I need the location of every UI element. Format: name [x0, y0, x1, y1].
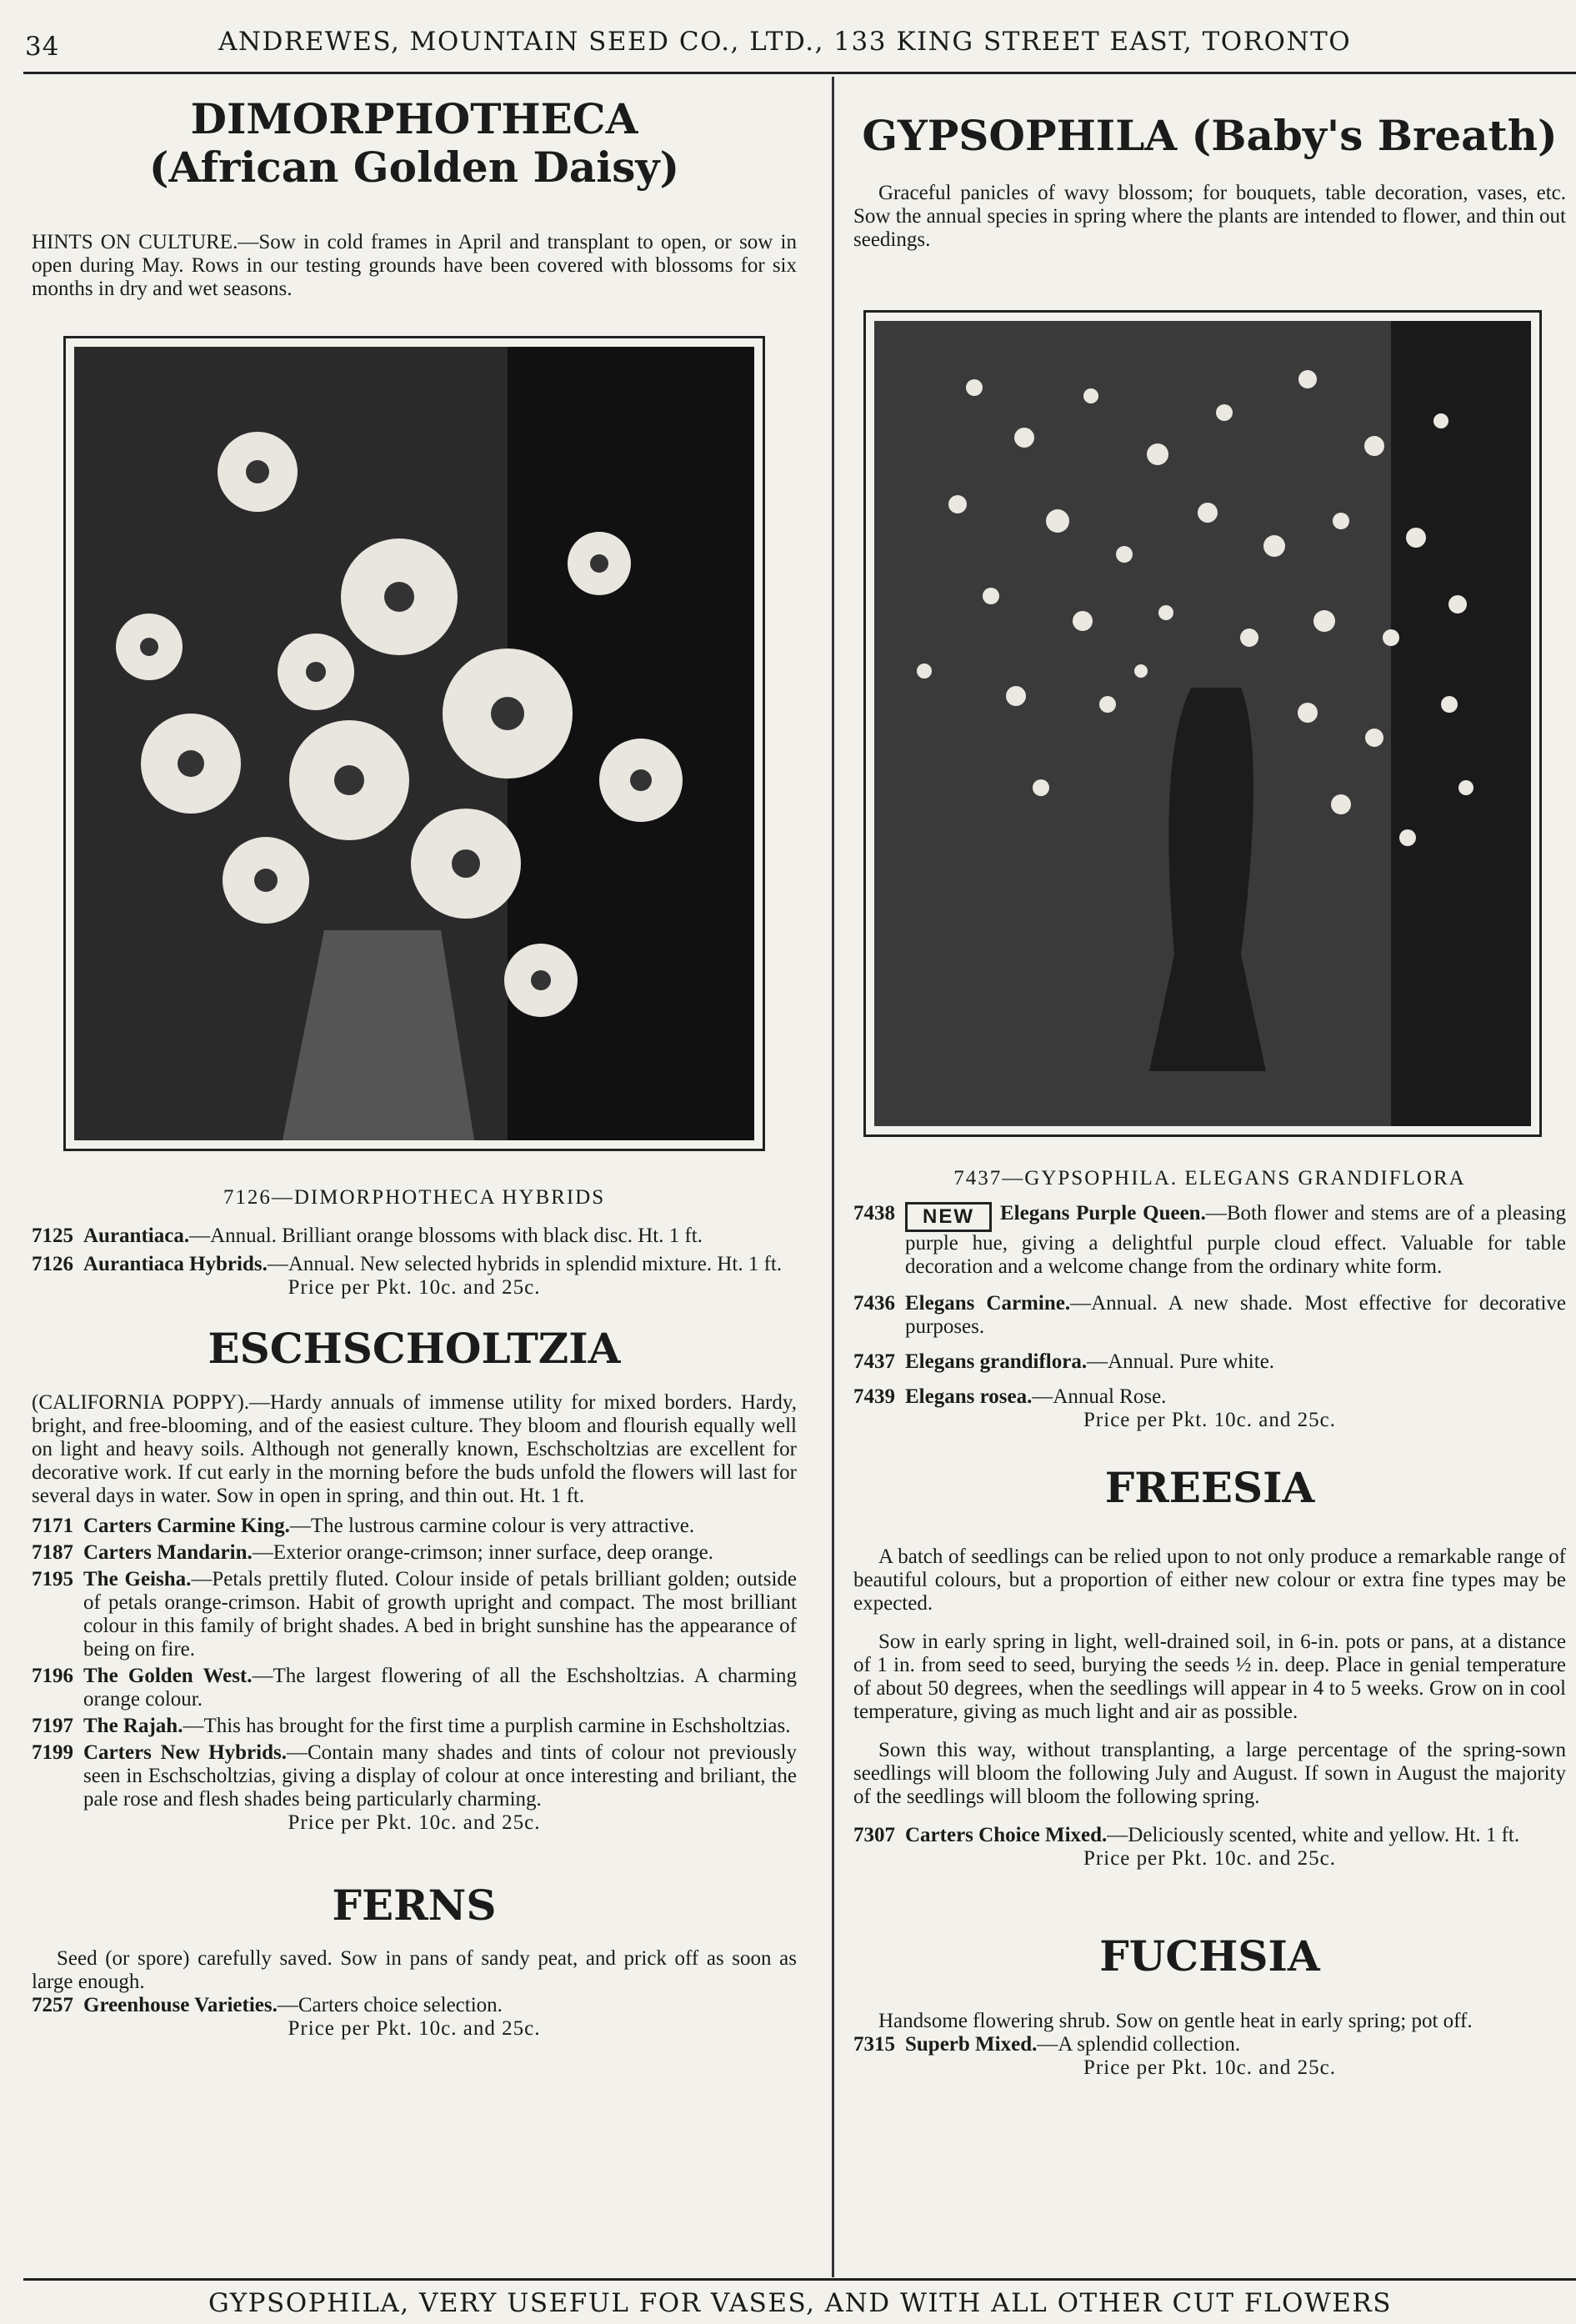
item-desc: —Annual. A new shade. Most effective for decorative purposes.: [905, 1292, 1566, 1339]
item-desc: —Annual. Brilliant orange blossoms with black disc. Ht. 1 ft.: [189, 1225, 703, 1247]
item-text: [83, 1541, 797, 1565]
item-text: [905, 2033, 1566, 2056]
item-number: 7187: [32, 1540, 73, 1564]
running-head: ANDREWES, MOUNTAIN SEED CO., LTD., 133 KING STREET EAST, TORONTO: [218, 27, 1352, 57]
item-name: Elegans rosea.: [905, 1385, 1033, 1409]
eschscholtzia-price: Price per Pkt. 10c. and 25c.: [288, 1811, 541, 1834]
item-name: Elegans Purple Queen.: [1000, 1201, 1206, 1225]
item-desc: —Annual Rose.: [1032, 1385, 1167, 1409]
dimorphotheca-title: DIMORPHOTHECA: [190, 94, 638, 143]
item-desc: —This has brought for the first time a purplish carmine in Eschsholtzias.: [183, 1714, 791, 1737]
item-text: [83, 1665, 797, 1711]
item-number: 7436: [853, 1292, 895, 1315]
item-desc: —Contain many shades and tints of colour not previously seen in Eschscholtzias, giving a display of colour at once interesting and briliant, the pale rose and flesh shades being particularly charming.: [83, 1740, 797, 1811]
item-number: 7199: [32, 1740, 73, 1764]
item-number: 7195: [32, 1567, 73, 1590]
list-item: [853, 1385, 1566, 1409]
eschscholtzia-intro: (CALIFORNIA POPPY).—Hardy annuals of immense utility for mixed borders. Hardy, bright, and free-blooming, and of the easiest culture. They bloom and flourish equally well on light and heavy soils. Although not generally known, Eschscholtzias are excellent for decorative work. If cut early in the morning before the buds unfold the flowers will last for several days in water. Sow in open in spring, and thin out. Ht. 1 ft.: [32, 1390, 797, 1507]
dimorphotheca-list: [32, 1225, 797, 1300]
gypsophila-new-entry: [853, 1202, 1566, 1280]
item-number: 7437: [853, 1350, 895, 1374]
item-text: [905, 1824, 1566, 1847]
item-number: 7307: [853, 1823, 895, 1846]
item-number: 7439: [853, 1385, 895, 1409]
dimorphotheca-price: Price per Pkt. 10c. and 25c.: [288, 1276, 541, 1299]
list-item: [32, 1515, 797, 1538]
list-item: [32, 1253, 797, 1276]
item-desc: —Deliciously scented, white and yellow. Ht. 1 ft.: [1107, 1823, 1520, 1846]
item-number: 7197: [32, 1714, 73, 1737]
item-text: [83, 1994, 797, 2017]
eschscholtzia-list: [32, 1515, 797, 1835]
gypsophila-list: [853, 1292, 1566, 1432]
ferns-intro: Seed (or spore) carefully saved. Sow in pans of sandy peat, and prick off as soon as large enough.: [32, 1947, 797, 1993]
freesia-title: FREESIA: [1104, 1463, 1315, 1513]
gypsophila-price: Price per Pkt. 10c. and 25c.: [1083, 1409, 1336, 1432]
dimorphotheca-hints: HINTS ON CULTURE.—Sow in cold frames in April and transplant to open, or sow in open during May. Rows in our testing grounds have been covered with blossoms for six months in dry and wet seasons.: [32, 231, 797, 300]
item-number: 7125: [32, 1225, 73, 1247]
item-text: [83, 1253, 797, 1276]
item-text: [905, 1292, 1566, 1339]
list-item: [853, 1202, 1566, 1280]
daisy-bouquet-image: [74, 347, 754, 1140]
item-desc: —Both flower and stems are of a pleasing purple hue, giving a delightful purple cloud effect. Valuable for table decoration and a welcome change from the ordinary white form.: [905, 1201, 1566, 1279]
item-number: 7438: [853, 1201, 895, 1225]
item-desc: —The lustrous carmine colour is very attractive.: [289, 1514, 695, 1537]
footer-text: GYPSOPHILA, VERY USEFUL FOR VASES, AND WITH ALL OTHER CUT FLOWERS: [208, 2288, 1393, 2318]
list-item: [853, 1350, 1566, 1374]
left-column: [32, 83, 797, 2041]
item-text: [83, 1715, 797, 1738]
freesia-para-1: A batch of seedlings can be relied upon to not only produce a remarkable range of beautiful colours, but a proportion of either new colour or extra fine types may be expected.: [853, 1545, 1566, 1615]
item-text: [905, 1385, 1566, 1409]
item-name: Elegans grandiflora.: [905, 1350, 1088, 1374]
dimorphotheca-subtitle: (African Golden Daisy): [148, 142, 680, 192]
list-item: [32, 1741, 797, 1811]
item-number: 7257: [32, 1994, 73, 2016]
list-item: [32, 1225, 797, 1248]
page-number: 34: [25, 32, 60, 62]
new-badge: NEW: [905, 1202, 992, 1233]
bottom-rule: [23, 2278, 1576, 2281]
item-text: [83, 1515, 797, 1538]
daisy-photo: [63, 336, 765, 1151]
item-number: 7126: [32, 1253, 73, 1275]
item-desc: —Annual. New selected hybrids in splendid mixture. Ht. 1 ft.: [267, 1253, 783, 1275]
list-item: [32, 1541, 797, 1565]
ferns-price: Price per Pkt. 10c. and 25c.: [288, 2017, 541, 2040]
list-item: [853, 2033, 1566, 2056]
gypsophila-photo: [863, 310, 1542, 1137]
top-rule: [23, 72, 1576, 74]
gypsophila-intro: Graceful panicles of wavy blossom; for bouquets, table decoration, vases, etc. Sow the annual species in spring where the plants are intended to flower, and thin out seedings.: [853, 181, 1566, 251]
fuchsia-intro: Handsome flowering shrub. Sow on gentle heat in early spring; pot off.: [878, 2010, 1473, 2033]
right-column: [853, 83, 1566, 2080]
item-name: Carters Choice Mixed.: [905, 1823, 1108, 1846]
item-desc: —Exterior orange-crimson; inner surface, deep orange.: [252, 1540, 713, 1564]
item-name: The Golden West.: [83, 1664, 253, 1687]
freesia-para-2: Sow in early spring in light, well-drained soil, in 6-in. pots or pans, at a distance of 1 in. from seed to seed, burying the seeds ½ in. deep. Place in genial temperature of about 50 degrees, when the seedlings will appear in 4 to 5 weeks. Grow on in cool temperature, giving as much light and air as possible.: [853, 1630, 1566, 1723]
item-name: Greenhouse Varieties.: [83, 1994, 278, 2016]
list-item: [853, 1824, 1566, 1847]
freesia-price: Price per Pkt. 10c. and 25c.: [1083, 1846, 1336, 1870]
list-item: [32, 1994, 797, 2017]
item-text: [83, 1568, 797, 1661]
item-name: Carters Mandarin.: [83, 1540, 253, 1564]
fuchsia-title: FUCHSIA: [1099, 1931, 1320, 1981]
item-text: [83, 1741, 797, 1811]
item-number: 7196: [32, 1664, 73, 1687]
item-text: [905, 1350, 1566, 1374]
gypsophila-vase-image: [874, 321, 1531, 1126]
fuchsia-price: Price per Pkt. 10c. and 25c.: [1083, 2056, 1336, 2080]
item-desc: —Petals prettily fluted. Colour inside of petals brilliant golden; outside of petals orange-crimson. Habit of growth upright and compact. The most brilliant colour in this family of bright shades. A bed in bright sunshine has the appearance of being on fire.: [83, 1567, 798, 1660]
item-name: Carters New Hybrids.: [83, 1740, 287, 1764]
ferns-title: FERNS: [332, 1880, 497, 1930]
eschscholtzia-title: ESCHSCHOLTZIA: [208, 1324, 621, 1373]
list-item: [32, 1568, 797, 1661]
freesia-para-3: Sown this way, without transplanting, a large percentage of the spring-sown seedlings will bloom the following July and August. If sown in August the majority of the seedlings will bloom the following spring.: [853, 1738, 1566, 1808]
item-text: [83, 1225, 797, 1248]
item-number: 7171: [32, 1514, 73, 1537]
item-text: [905, 1202, 1566, 1280]
item-name: The Rajah.: [83, 1714, 183, 1737]
gypsophila-caption: 7437—GYPSOPHILA. ELEGANS GRANDIFLORA: [953, 1166, 1466, 1190]
gypsophila-title: GYPSOPHILA (Baby's Breath): [862, 111, 1558, 160]
item-name: Aurantiaca.: [83, 1225, 190, 1247]
item-number: 7315: [853, 2033, 895, 2056]
list-item: [32, 1665, 797, 1711]
list-item: [853, 1292, 1566, 1339]
dimorphotheca-caption: 7126—DIMORPHOTHECA HYBRIDS: [223, 1186, 606, 1209]
item-name: The Geisha.: [83, 1567, 192, 1590]
column-divider: [832, 77, 834, 2277]
item-name: Elegans Carmine.: [905, 1292, 1071, 1315]
list-item: [32, 1715, 797, 1738]
item-desc: —Carters choice selection.: [277, 1994, 503, 2016]
item-desc: —The largest flowering of all the Eschsholtzias. A charming orange colour.: [83, 1664, 798, 1710]
item-name: Carters Carmine King.: [83, 1514, 290, 1537]
item-desc: —Annual. Pure white.: [1087, 1350, 1275, 1374]
item-name: Superb Mixed.: [905, 2033, 1038, 2056]
item-desc: —A splendid collection.: [1037, 2033, 1241, 2056]
item-name: Aurantiaca Hybrids.: [83, 1253, 268, 1275]
